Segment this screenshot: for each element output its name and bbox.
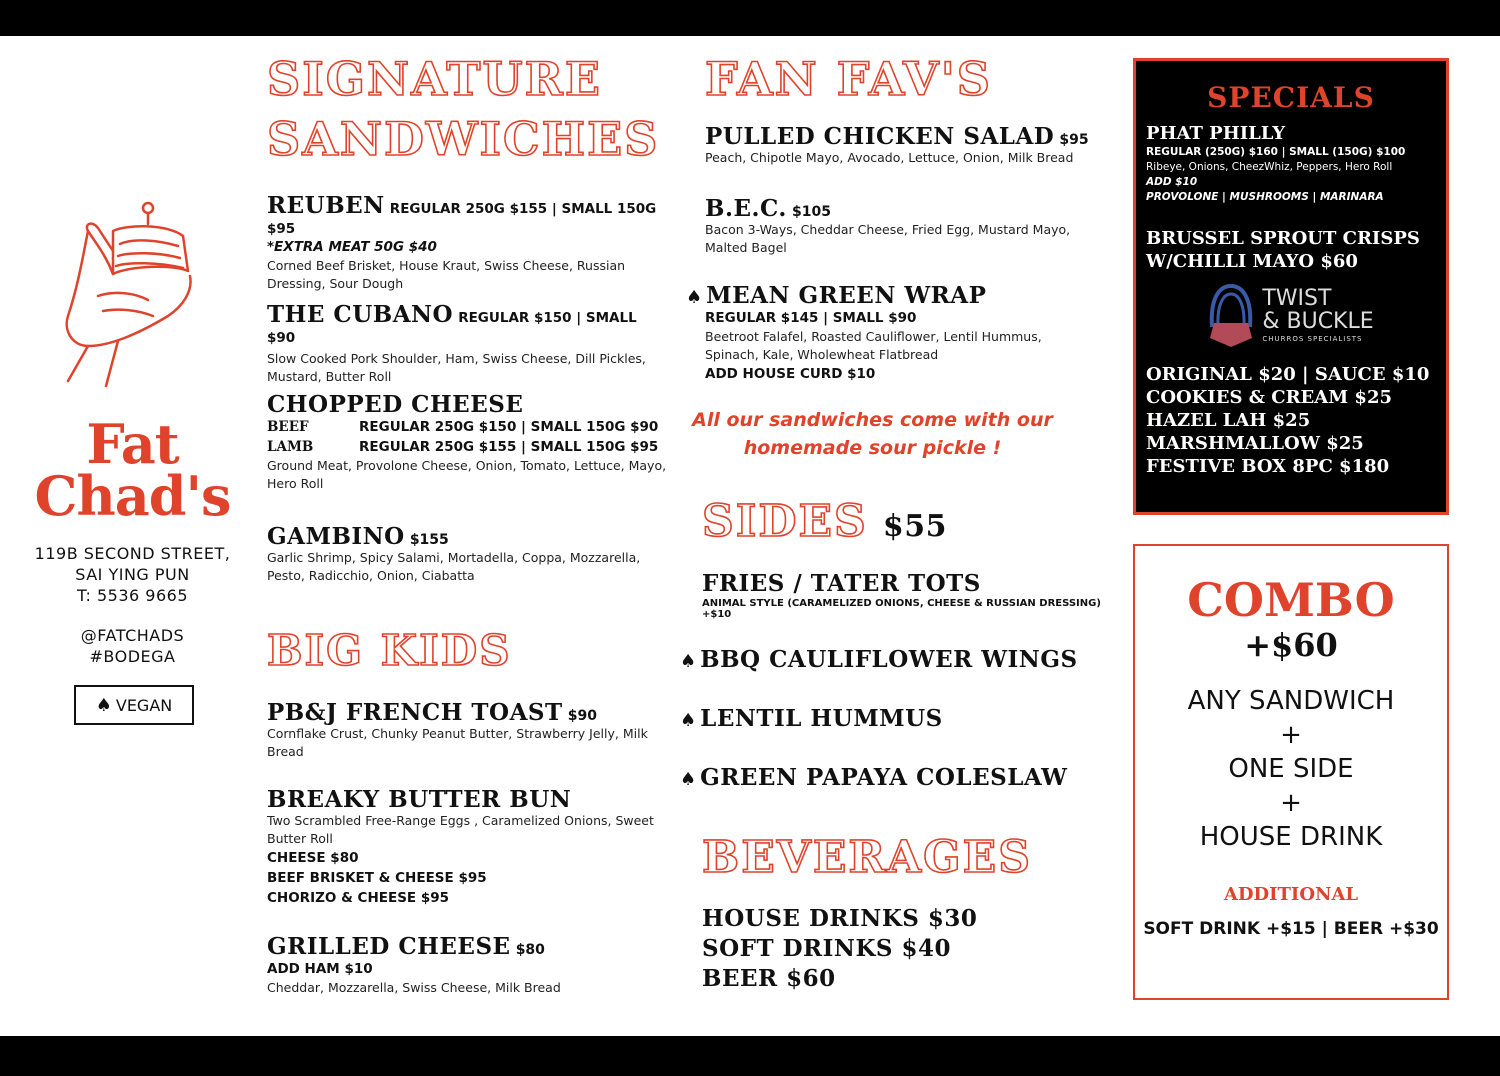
item-price: $95 bbox=[1059, 132, 1089, 148]
big-kids-title: BIG KIDS bbox=[267, 626, 512, 675]
beverage-item: HOUSE DRINKS $30 bbox=[702, 905, 978, 932]
brussel-line2: W/CHILLI MAYO $60 bbox=[1146, 251, 1358, 272]
fan-favs-title: FAN FAV'S bbox=[705, 52, 993, 106]
sides-header bbox=[702, 496, 948, 547]
item-desc: Ground Meat, Provolone Cheese, Onion, Tomato, Lettuce, Mayo, Hero Roll bbox=[267, 458, 667, 492]
pickle-note-line1: All our sandwiches come with our bbox=[692, 409, 1053, 431]
lamb-label: LAMB bbox=[267, 439, 314, 456]
item-price: $155 bbox=[409, 532, 449, 548]
beef-price: REGULAR 250G $150 | SMALL 150G $90 bbox=[359, 419, 659, 436]
philly-addons: PROVOLONE | MUSHROOMS | MARINARA bbox=[1146, 191, 1384, 203]
social-tag: #BODEGA bbox=[89, 647, 176, 666]
brussel-line1: BRUSSEL SPROUT CRISPS bbox=[1146, 228, 1420, 249]
social-handle: @FATCHADS bbox=[80, 626, 185, 645]
item-desc: Peach, Chipotle Mayo, Avocado, Lettuce, Onion, Milk Bread bbox=[705, 150, 1074, 166]
item-name: BBQ CAULIFLOWER WINGS bbox=[700, 646, 1078, 673]
combo-additional-label: ADDITIONAL bbox=[1223, 884, 1359, 905]
signature-title-line1: SIGNATURE bbox=[267, 52, 602, 106]
vegan-leaf-icon: ♠ bbox=[95, 694, 112, 716]
specials-box bbox=[1133, 58, 1449, 515]
item-price: $80 bbox=[515, 942, 545, 958]
item-name: GREEN PAPAYA COLESLAW bbox=[700, 764, 1068, 791]
vegan-leaf-icon: ♠ bbox=[680, 651, 697, 672]
menu-item-mean-green-wrap bbox=[686, 283, 1086, 384]
brand-name-line1: Fat bbox=[86, 412, 179, 476]
menu-item-gambino bbox=[267, 524, 667, 585]
combo-line2: ONE SIDE bbox=[1228, 754, 1354, 784]
item-sub: ANIMAL STYLE (CARAMELIZED ONIONS, CHEESE & RUSSIAN DRESSING) +$10 bbox=[702, 598, 1101, 621]
item-price: $105 bbox=[792, 204, 831, 220]
item-name: CHOPPED CHEESE bbox=[267, 391, 524, 418]
churro-item: MARSHMALLOW $25 bbox=[1146, 433, 1364, 454]
vegan-leaf-icon: ♠ bbox=[686, 287, 703, 308]
item-price: $90 bbox=[567, 708, 597, 724]
item-desc: Cheddar, Mozzarella, Swiss Cheese, Milk Bread bbox=[267, 980, 561, 996]
specials-title: SPECIALS bbox=[1207, 81, 1375, 114]
item-price: REGULAR $150 | SMALL $90 bbox=[267, 310, 637, 347]
combo-plus: + bbox=[1280, 788, 1302, 818]
item-name: GRILLED CHEESE bbox=[267, 933, 511, 960]
item-option: CHORIZO & CHEESE $95 bbox=[267, 890, 450, 907]
philly-add: ADD $10 bbox=[1146, 176, 1198, 188]
social-block bbox=[20, 625, 245, 667]
side-item-lentil-hummus bbox=[680, 706, 943, 731]
item-name: B.E.C. bbox=[705, 195, 787, 222]
combo-box bbox=[1133, 544, 1449, 1000]
side-item-bbq-wings bbox=[680, 647, 1078, 672]
menu-item-pulled-chicken bbox=[705, 124, 1105, 167]
brand-name-line2: Chad's bbox=[34, 464, 231, 528]
philly-name: PHAT PHILLY bbox=[1146, 123, 1286, 144]
twist-buckle-text bbox=[1262, 287, 1373, 345]
partner-tag: CHURROS SPECIALISTS bbox=[1262, 335, 1363, 343]
combo-line1: ANY SANDWICH bbox=[1187, 686, 1395, 716]
phone-number: T: 5536 9665 bbox=[76, 586, 188, 605]
menu-item-breaky-butter-bun bbox=[267, 787, 667, 908]
item-price: REGULAR $145 | SMALL $90 bbox=[705, 310, 917, 327]
menu-item-pbj bbox=[267, 700, 667, 761]
menu-item-grilled-cheese bbox=[267, 934, 667, 997]
item-desc: Cornflake Crust, Chunky Peanut Butter, Strawberry Jelly, Milk Bread bbox=[267, 726, 648, 760]
vegan-label: VEGAN bbox=[115, 695, 173, 715]
item-name: BREAKY BUTTER BUN bbox=[267, 786, 572, 813]
menu-item-reuben bbox=[267, 193, 667, 293]
address-line2: SAI YING PUN bbox=[75, 565, 190, 584]
pickle-note-line2: homemade sour pickle ! bbox=[743, 437, 1002, 459]
side-item-coleslaw bbox=[680, 765, 1067, 790]
top-bar bbox=[0, 0, 1500, 36]
hand-sandwich-logo-icon bbox=[58, 196, 208, 396]
menu-page bbox=[0, 36, 1500, 1036]
churro-item: HAZEL LAH $25 bbox=[1146, 410, 1311, 431]
item-desc: Bacon 3-Ways, Cheddar Cheese, Fried Egg, Mustard Mayo, Malted Bagel bbox=[705, 222, 1071, 256]
churro-item: COOKIES & CREAM $25 bbox=[1146, 387, 1392, 408]
item-name: FRIES / TATER TOTS bbox=[702, 570, 981, 597]
item-name: THE CUBANO bbox=[267, 301, 454, 328]
item-desc: Corned Beef Brisket, House Kraut, Swiss Cheese, Russian Dressing, Sour Dough bbox=[267, 258, 626, 292]
menu-item-chopped-cheese bbox=[267, 392, 667, 493]
lamb-price: REGULAR 250G $155 | SMALL 150G $95 bbox=[359, 439, 659, 456]
item-option: BEEF BRISKET & CHEESE $95 bbox=[267, 870, 487, 887]
combo-plus: + bbox=[1280, 720, 1302, 750]
item-name: PB&J FRENCH TOAST bbox=[267, 699, 563, 726]
churro-logo-icon bbox=[1208, 283, 1254, 349]
partner-line2: & BUCKLE bbox=[1262, 309, 1374, 334]
item-option: CHEESE $80 bbox=[267, 850, 359, 867]
vegan-legend bbox=[74, 685, 194, 725]
beef-label: BEEF bbox=[267, 419, 309, 436]
pickle-note bbox=[690, 406, 1055, 462]
item-desc: Slow Cooked Pork Shoulder, Ham, Swiss Cheese, Dill Pickles, Mustard, Butter Roll bbox=[267, 351, 646, 385]
menu-item-cubano bbox=[267, 302, 667, 386]
philly-price: REGULAR (250G) $160 | SMALL (150G) $100 bbox=[1146, 146, 1406, 158]
item-name: MEAN GREEN WRAP bbox=[706, 282, 987, 309]
sides-price: $55 bbox=[882, 509, 948, 544]
item-name: LENTIL HUMMUS bbox=[700, 705, 943, 732]
signature-title bbox=[267, 52, 660, 166]
menu-item-bec bbox=[705, 196, 1085, 257]
combo-line3: HOUSE DRINK bbox=[1199, 822, 1383, 852]
address-block bbox=[20, 543, 245, 606]
side-item-fries bbox=[702, 571, 1112, 620]
vegan-leaf-icon: ♠ bbox=[680, 769, 697, 790]
combo-title: COMBO bbox=[1187, 573, 1395, 627]
item-desc: Garlic Shrimp, Spicy Salami, Mortadella, Coppa, Mozzarella, Pesto, Radicchio, Onion, Ciabatta bbox=[267, 550, 641, 584]
churro-item: ORIGINAL $20 | SAUCE $10 bbox=[1146, 364, 1430, 385]
lamb-row bbox=[267, 437, 667, 457]
beverage-item: SOFT DRINKS $40 bbox=[702, 935, 952, 962]
beverages-title: BEVERAGES bbox=[702, 832, 1032, 883]
philly-desc: Ribeye, Onions, CheezWhiz, Peppers, Hero Roll bbox=[1146, 161, 1393, 173]
beef-row bbox=[267, 417, 667, 437]
item-name: GAMBINO bbox=[267, 523, 405, 550]
signature-title-line2: SANDWICHES bbox=[267, 112, 660, 166]
bottom-bar bbox=[0, 1036, 1500, 1076]
beverages-list bbox=[702, 904, 1082, 994]
item-desc: Two Scrambled Free-Range Eggs , Caramelized Onions, Sweet Butter Roll bbox=[267, 813, 654, 847]
item-option: ADD HAM $10 bbox=[267, 961, 373, 978]
item-price: REGULAR 250G $155 | SMALL 150G $95 bbox=[267, 201, 657, 238]
item-name: PULLED CHICKEN SALAD bbox=[705, 123, 1055, 150]
item-name: REUBEN bbox=[267, 192, 385, 219]
item-add-on: ADD HOUSE CURD $10 bbox=[705, 366, 876, 383]
item-desc: Beetroot Falafel, Roasted Cauliflower, Lentil Hummus, Spinach, Kale, Wholewheat Flatbread bbox=[705, 329, 1042, 363]
item-extra: *EXTRA MEAT 50G $40 bbox=[267, 239, 437, 256]
vegan-leaf-icon: ♠ bbox=[680, 710, 697, 731]
combo-additional: SOFT DRINK +$15 | BEER +$30 bbox=[1143, 919, 1439, 939]
brand-name bbox=[30, 412, 235, 528]
churro-item: FESTIVE BOX 8PC $180 bbox=[1146, 456, 1390, 477]
sides-title: SIDES bbox=[702, 496, 868, 547]
beverage-item: BEER $60 bbox=[702, 965, 836, 992]
partner-line1: TWIST bbox=[1262, 286, 1332, 311]
address-line1: 119B SECOND STREET, bbox=[34, 544, 231, 563]
twist-buckle-logo bbox=[1146, 283, 1436, 349]
combo-price: +$60 bbox=[1244, 626, 1338, 664]
